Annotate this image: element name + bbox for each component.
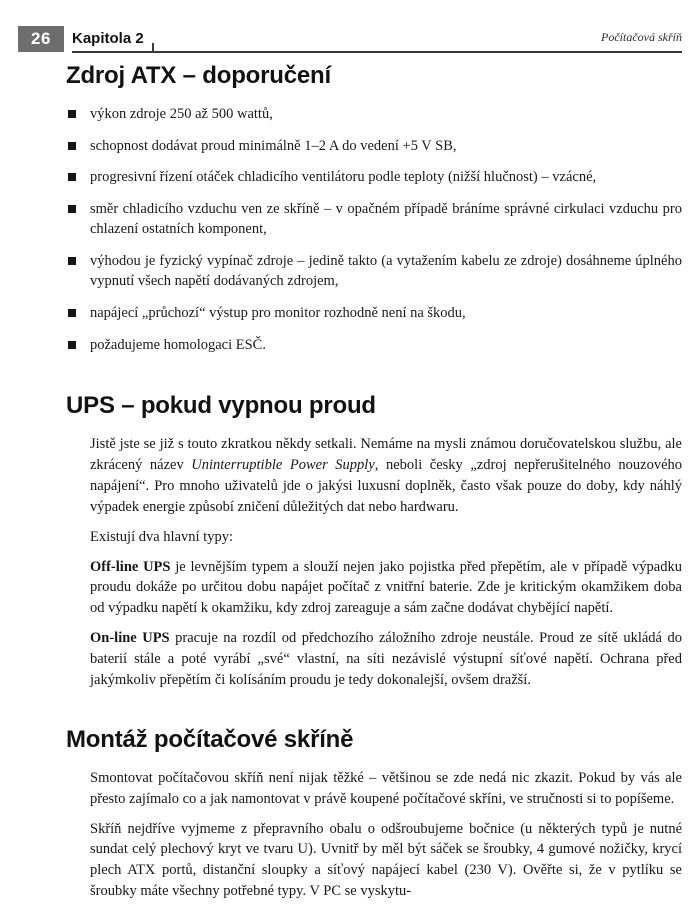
list-item xyxy=(66,335,682,356)
list-item-text: schopnost dodávat proud minimálně 1–2 A do vedení +5 V SB, xyxy=(90,137,457,154)
list-item xyxy=(66,199,682,240)
page-number: 26 xyxy=(18,26,64,52)
running-title: Počítačová skříň xyxy=(601,30,682,44)
paragraph-montaz-detail xyxy=(66,819,682,903)
list-item-text: směr chladicího vzduchu ven ze skříně – v opačném případě bráníme správné cirkulaci vzduchu pro chlazení ostatních komponent, xyxy=(90,200,682,238)
list-item-text: napájecí „průchozí“ výstup pro monitor rozhodně není na škodu, xyxy=(90,305,466,322)
running-header xyxy=(0,26,700,56)
page-content xyxy=(66,62,682,911)
paragraph-text: Smontovat počítačovou skříň není nijak těžké – většinou se zde nedá nic zkazit. Pokud by vás ale přesto zajímalo co a jak namontovat v právě koupené počítačové skříni, ve stručnosti si to popíšeme. xyxy=(90,769,682,807)
list-item xyxy=(66,136,682,157)
chapter-label: Kapitola 2 xyxy=(72,30,144,47)
bullet-square-icon xyxy=(68,257,76,265)
bullet-square-icon xyxy=(68,205,76,213)
paragraph-text: pracuje na rozdíl od předchozího záložního zdroje neustále. Proud ze sítě ukládá do baterií stále a poté vyrábí „své“ vlastní, na síti nezávislé výstupní síťové napětí. Ochrana před jakýmkoliv přepětím či kolísáním proudu je tedy dokonalejší, ovšem dražší. xyxy=(90,630,682,688)
recommendation-list xyxy=(66,104,682,355)
list-item xyxy=(66,251,682,292)
header-rule-tick xyxy=(152,43,154,52)
term-bold-offline: Off-line UPS xyxy=(90,558,171,575)
bullet-square-icon xyxy=(68,110,76,118)
paragraph-text: je levnějším typem a slouží nejen jako pojistka před přepětím, ale v případě výpadku proudu dokáže po určitou dobu napájet počítač z vnitřní baterie. Zde je kritickým okamžikem doba od výpadku napětí k okamžiku, kdy zdroj zareaguje a sám začne dodávat chybějící napětí. xyxy=(90,558,682,617)
paragraph-text-after-italic: , neboli česky „zdroj nepřerušitelného nouzového napájení“. Pro mnoho uživatelů jde o jakýsi luxusní doplněk, často však pouze do doby, kdy náhlý výpadek energie způsobí zničení důležitých dat nebo hardwaru. xyxy=(90,457,682,515)
list-item xyxy=(66,303,682,324)
list-item-text: požadujeme homologaci ESČ. xyxy=(90,336,266,353)
paragraph-offline-ups xyxy=(66,557,682,620)
term-bold-online: On-line UPS xyxy=(90,630,170,647)
list-item-text: výhodou je fyzický vypínač zdroje – jedině takto (a vytažením kabelu ze zdroje) dosáhneme úplného vypnutí všech napětí dodávaných zdrojem, xyxy=(90,252,682,290)
bullet-square-icon xyxy=(68,309,76,317)
paragraph-ups-intro xyxy=(66,434,682,518)
bullet-square-icon xyxy=(68,173,76,181)
paragraph-text: Existují dva hlavní typy: xyxy=(90,528,233,545)
bullet-square-icon xyxy=(68,142,76,150)
list-item xyxy=(66,104,682,125)
paragraph-text: Skříň nejdříve vyjmeme z přepravního obalu o odšroubujeme bočnice (u některých typů je nutné sundat celý plechový kryt ve tvaru U). Uvnitř by měl být sáček se šroubky, 4 gumové nožičky, krycí plech ATX portů, distanční sloupky a síťový napájecí kabel (230 V). Ověřte si, že v pytlíku se šroubky máte všechny potřebné typy. V PC se vyskytu- xyxy=(90,820,682,900)
bullet-square-icon xyxy=(68,341,76,349)
term-italic: Uninterruptible Power Supply xyxy=(191,457,375,474)
list-item-text: výkon zdroje 250 až 500 wattů, xyxy=(90,106,273,122)
paragraph-text-before-italic: Jistě jste se již s touto zkratkou někdy setkali. Nemáme na mysli známou doručovatelskou službu, ale zkrácený název xyxy=(90,436,682,474)
list-item xyxy=(66,167,682,188)
section-title-montaz: Montáž počítačové skříně xyxy=(66,725,354,753)
header-rule xyxy=(72,51,682,53)
paragraph-ups-types xyxy=(66,527,682,548)
section-title-ups: UPS – pokud vypnou proud xyxy=(66,392,376,420)
section-title-zdroj-atx: Zdroj ATX – doporučení xyxy=(66,62,331,89)
list-item-text: progresivní řízení otáček chladicího ventilátoru podle teploty (nižší hlučnost) – vzácné, xyxy=(90,169,597,186)
paragraph-montaz-intro xyxy=(66,768,682,810)
paragraph-online-ups xyxy=(66,628,682,691)
